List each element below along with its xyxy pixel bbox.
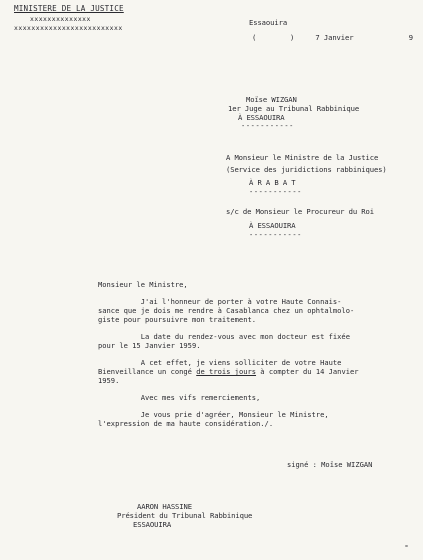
sender-title: 1er Juge au Tribunal Rabbinique — [228, 104, 360, 113]
place-line: Essaouira — [249, 18, 288, 27]
salutation: Monsieur le Ministre, — [98, 280, 188, 289]
recipient-dashes-1: ----------- — [249, 188, 302, 196]
p3-part-a: Bienveillance un congé — [98, 367, 197, 376]
paragraph-3-line-1: A cet effet, je viens solliciter de votre Haute — [98, 358, 342, 367]
underlined-duration: de trois jours — [196, 367, 257, 376]
paragraph-4: Avec mes vifs remerciements, — [98, 393, 261, 402]
paragraph-3-line-3: 1959. — [98, 376, 120, 385]
x-line-2: xxxxxxxxxxxxxxxxxxxxxxxxx — [14, 24, 123, 32]
recipient-via-city: À ESSAOUIRA — [249, 221, 296, 230]
signed-line: signé : Moïse WIZGAN — [287, 460, 373, 469]
sender-name: Moïse WIZGAN — [246, 95, 297, 104]
date-line: ( ) 7 Janvier — [252, 33, 354, 42]
scan-speck — [405, 545, 408, 547]
ministry-heading: MINISTERE DE LA JUSTICE — [14, 4, 124, 13]
paragraph-1-line-2: sance que je dois me rendre à Casablanca chez un ophtalmolo- — [98, 306, 355, 315]
paragraph-3-line-2 — [98, 367, 359, 376]
x-line-1: xxxxxxxxxxxxxx — [30, 15, 91, 23]
recipient-city: À R A B A T — [249, 178, 296, 187]
footer-name: AARON HASSINE — [137, 502, 192, 511]
paragraph-2-line-2: pour le 15 Janvier 1959. — [98, 341, 201, 350]
year-digit: 9 — [408, 33, 413, 42]
paragraph-1-line-3: giste pour poursuivre mon traitement. — [98, 315, 257, 324]
paragraph-2-line-1: La date du rendez-vous avec mon docteur est fixée — [98, 332, 350, 341]
recipient-via: s/c de Monsieur le Procureur du Roi — [226, 207, 374, 216]
sender-dashes: ----------- — [241, 122, 294, 130]
sender-city: À ESSAOUIRA — [238, 113, 285, 122]
paragraph-1-line-1: J'ai l'honneur de porter à votre Haute Connais- — [98, 297, 342, 306]
footer-city: ESSAOUIRA — [133, 520, 172, 529]
p3-part-b: à compter du 14 Janvier — [256, 367, 359, 376]
recipient-line-1: A Monsieur le Ministre de la Justice — [226, 153, 379, 162]
paragraph-5-line-2: l'expression de ma haute considération./. — [98, 419, 274, 428]
footer-title: Président du Tribunal Rabbinique — [117, 511, 253, 520]
paragraph-5-line-1: Je vous prie d'agréer, Monsieur le Ministre, — [98, 410, 329, 419]
recipient-dashes-2: ----------- — [249, 231, 302, 239]
recipient-line-2: (Service des juridictions rabbiniques) — [226, 165, 387, 174]
